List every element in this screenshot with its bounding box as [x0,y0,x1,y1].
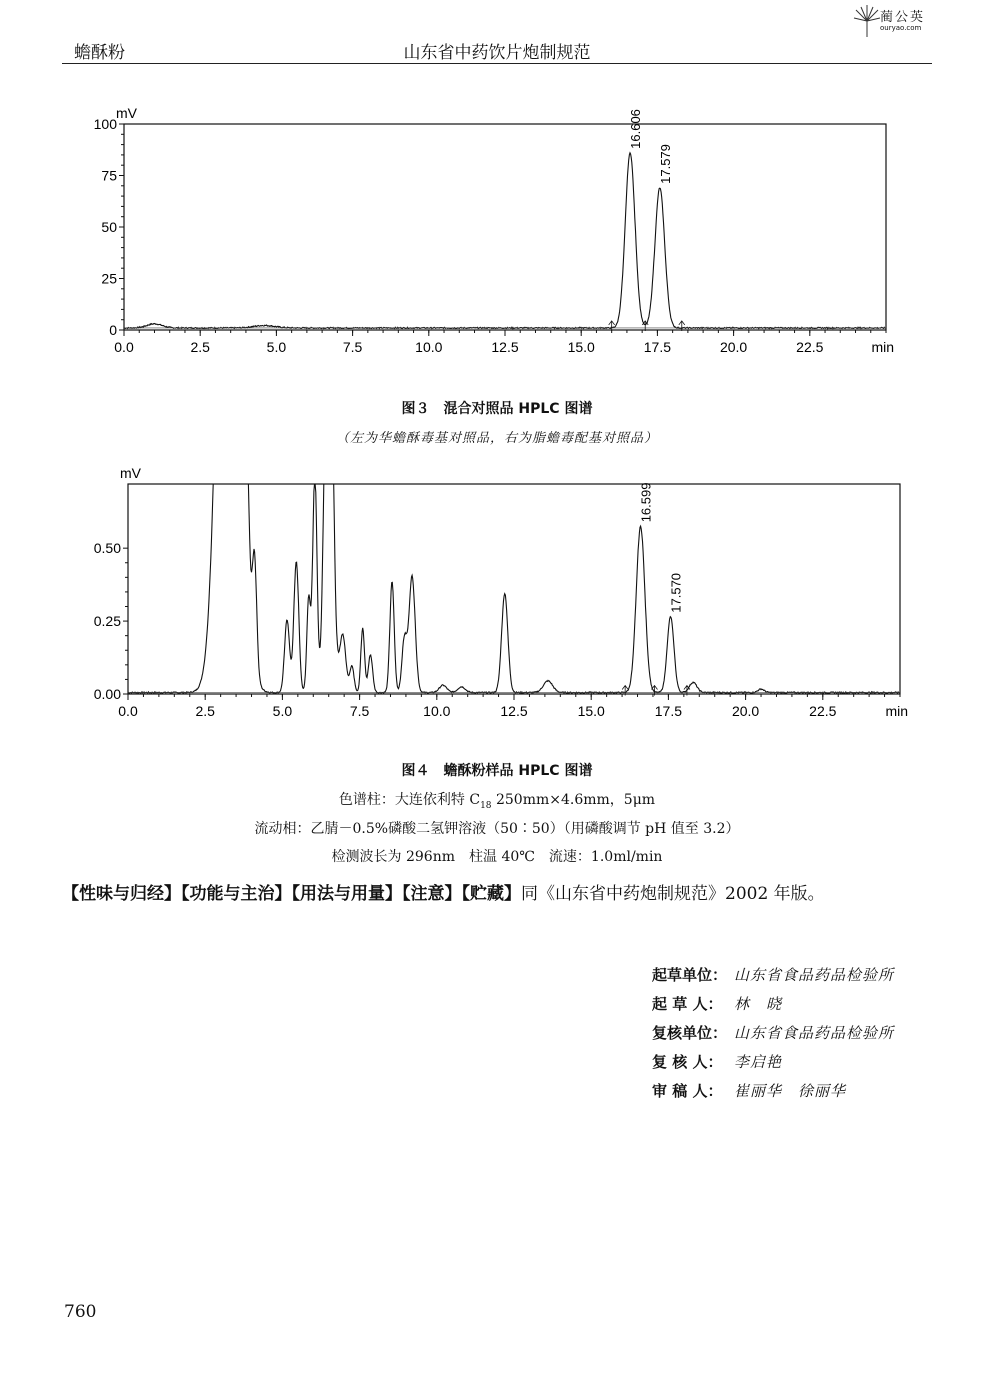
figure3-caption: 图３ 混合对照品 HPLC 图谱 [401,401,593,417]
x-tick-label: 12.5 [500,703,528,719]
credit-row [652,993,894,1022]
y-tick-label: 75 [101,167,117,184]
peak-label: 16.599 [638,482,654,523]
column-subscript: 18 [480,800,492,811]
credit-label: 起草单位： [652,966,728,984]
credit-label: 复核单位： [652,1024,728,1042]
credit-value: 山东省食品药品检验所 [734,966,895,984]
credit-label: 起 草 人： [652,995,723,1013]
plot-frame [124,124,886,330]
x-tick-label: 15.0 [577,703,605,719]
x-tick-label: 2.5 [195,703,215,719]
section-precautions: 【注意】 [402,884,462,904]
peak-label: 16.606 [628,109,644,149]
page-number: 760 [64,1302,97,1322]
x-tick-label: 20.0 [731,703,760,719]
figure3-subcaption: （左为华蟾酥毒基对照品，右为脂蟾毒配基对照品） [335,431,658,446]
credit-label: 复 核 人： [652,1053,723,1071]
y-tick-label: 0.00 [93,686,121,702]
y-tick-label: 0.50 [93,540,121,557]
x-tick-label: 12.5 [491,339,519,355]
header-rule [62,63,932,64]
x-tick-label: 22.5 [809,703,837,719]
body-paragraph [62,880,934,908]
section-storage: 【贮藏】 [461,884,521,904]
x-tick-label: 22.5 [796,339,824,355]
column-conditions [0,789,994,811]
x-tick-label: 7.5 [342,339,363,355]
credit-row [652,964,894,993]
x-tick-label: 10.0 [415,339,443,355]
logo-subtext: ouryao.com [880,24,922,32]
figure4-caption: 图４ 蟾酥粉样品 HPLC 图谱 [401,763,593,779]
x-axis-unit: min [885,703,908,719]
x-tick-label: 17.5 [643,339,672,355]
y-tick-label: 0 [109,322,117,338]
y-tick-label: 100 [93,116,117,132]
y-tick-label: 0.25 [93,613,121,630]
mobile-phase: 流动相：乙腈－0.5%磷酸二氢钾溶液（50∶50）（用磷酸调节 pH 值至 3.2） [254,821,740,837]
credit-row [652,1022,894,1051]
chromatogram-trace [128,484,900,693]
y-tick-label: 50 [101,219,117,235]
x-tick-label: 0.0 [114,339,134,355]
dandelion-logo-icon [852,4,882,38]
x-tick-label: 15.0 [567,339,595,355]
x-tick-label: 17.5 [654,703,683,719]
plot-frame [128,484,900,694]
x-axis-unit: min [871,339,894,355]
x-tick-label: 5.0 [266,339,287,355]
section-function-indication: 【功能与主治】 [181,884,292,904]
y-tick-label: 25 [101,270,117,287]
detection-conditions: 检测波长为 296nm 柱温 40℃ 流速：1.0ml/min [331,849,663,865]
credit-value: 崔丽华 徐丽华 [734,1082,847,1100]
column-spec: 250mm×4.6mm，5μm [491,792,656,808]
credit-value: 李启艳 [734,1053,783,1071]
hplc-chart-sample [70,460,920,735]
credit-row [652,1080,894,1109]
x-tick-label: 7.5 [349,703,370,719]
hplc-chart-mixed-reference [70,100,910,370]
credits-block [652,964,894,1109]
x-tick-label: 10.0 [423,703,451,719]
running-header-title: 山东省中药饮片炮制规范 [403,43,591,63]
x-tick-label: 2.5 [190,339,210,355]
y-axis-unit: mV [116,105,137,121]
section-usage-dosage: 【用法与用量】 [291,884,402,904]
column-label: 色谱柱：大连依利特 C [338,792,481,808]
chromatogram-trace [124,153,886,329]
credit-value: 林 晓 [734,995,783,1013]
paragraph-text: 同《山东省中药炮制规范》2002 年版。 [521,884,825,904]
section-taste-meridian: 【性味与归经】 [62,884,181,904]
logo-text: 蔺公英 [880,10,926,25]
x-tick-label: 5.0 [272,703,293,719]
credit-label: 审 稿 人： [652,1082,723,1100]
peak-label: 17.570 [668,572,684,613]
x-tick-label: 20.0 [719,339,748,355]
y-axis-unit: mV [120,465,141,481]
peak-label: 17.579 [657,144,673,184]
credit-row [652,1051,894,1080]
running-header-left: 蟾酥粉 [74,43,125,63]
credit-value: 山东省食品药品检验所 [734,1024,895,1042]
x-tick-label: 0.0 [118,703,138,719]
